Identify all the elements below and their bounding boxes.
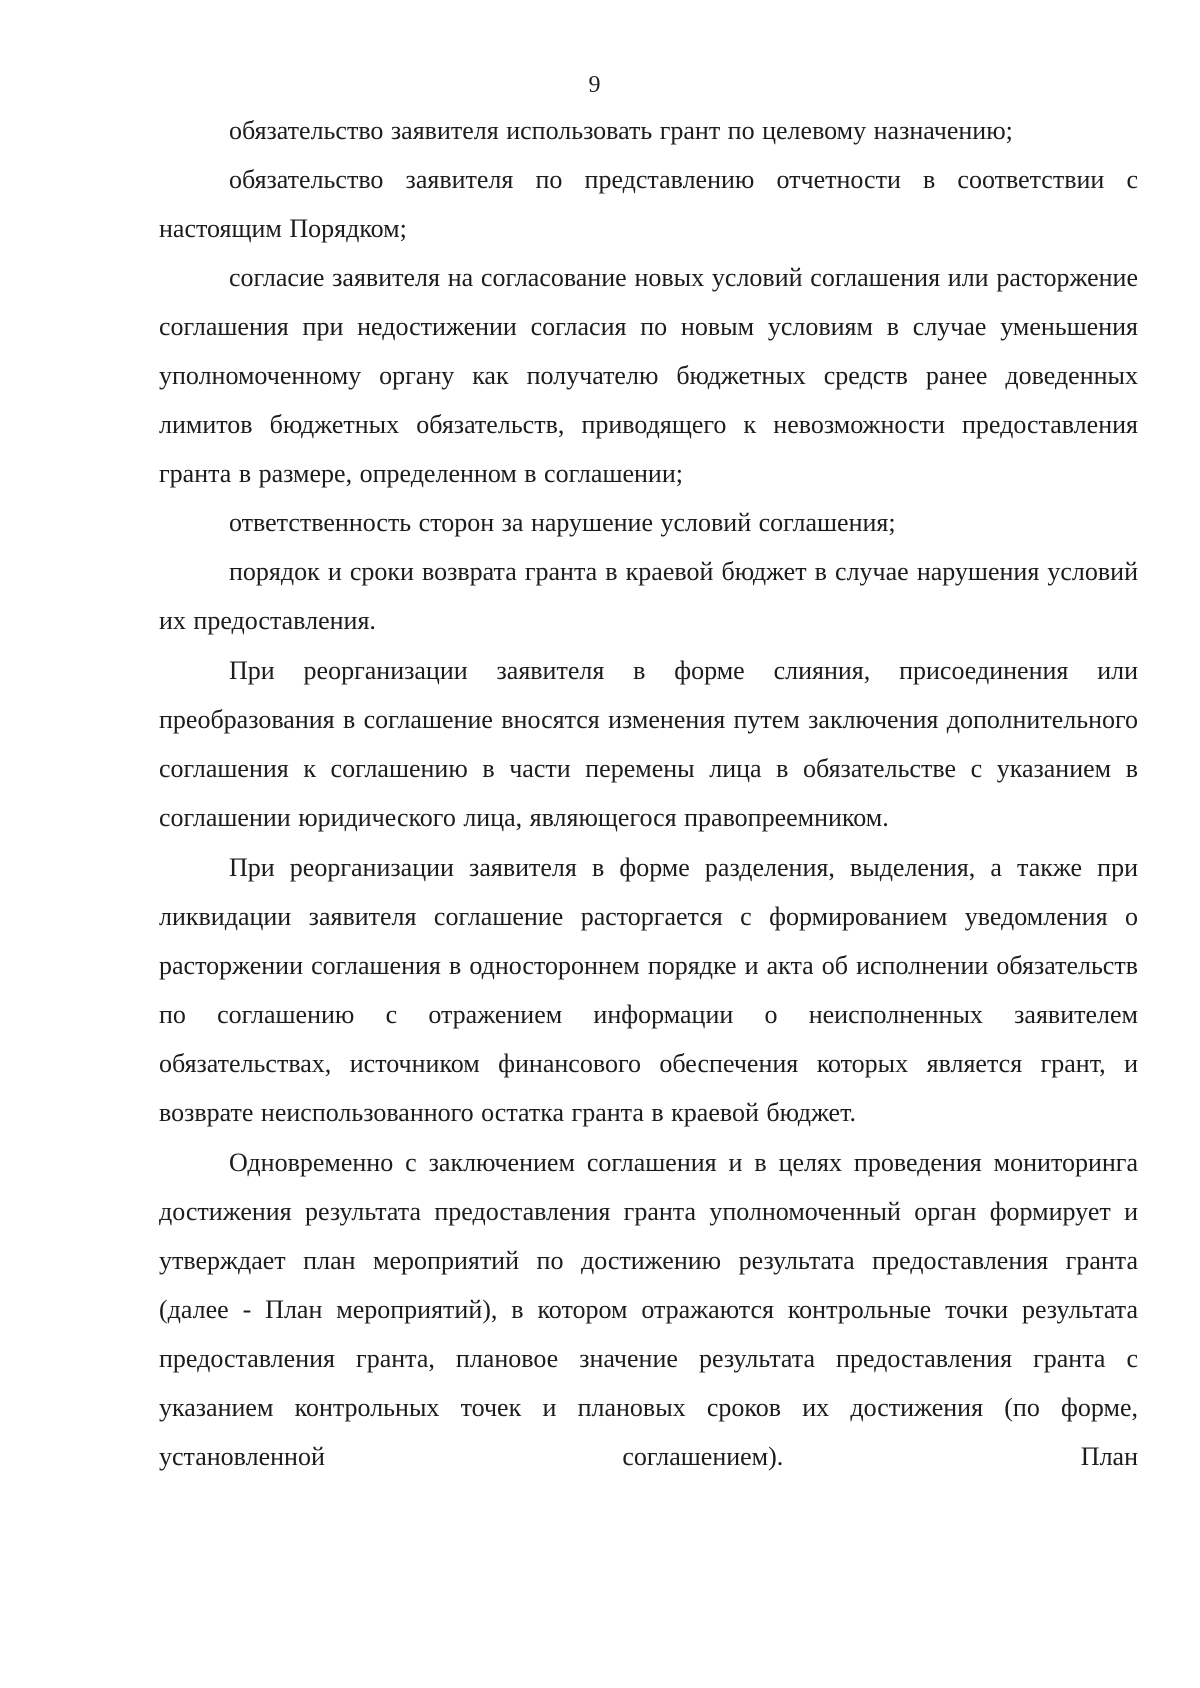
paragraph-reorganization-merger: При реорганизации заявителя в форме слияния, присоединения или преобразования в соглашение вносятся изменения путем заключения дополнительного соглашения к соглашению в части перемены лица в обязательстве с указанием в соглашении юридического лица, являющегося правопреемником. bbox=[159, 656, 1138, 832]
paragraph-reorganization-division: При реорганизации заявителя в форме разделения, выделения, а также при ликвидации заявителя соглашение расторгается с формированием уведомления о расторжении соглашения в одностороннем порядке и акта об исполнении обязательств по соглашению с отражением информации о неисполненных заявителем обязательствах, источником финансового обеспечения которых является грант, и возврате неиспользованного остатка гранта в краевой бюджет. bbox=[159, 853, 1138, 1127]
paragraph-liability: ответственность сторон за нарушение условий соглашения; bbox=[229, 508, 896, 537]
paragraph-action-plan: Одновременно с заключением соглашения и в целях проведения мониторинга достижения результата предоставления гранта уполномоченный орган формирует и утверждает план мероприятий по достижению результата предоставления гранта (далее - План мероприятий), в котором отражаются контрольные точки результата предоставления гранта, плановое значение результата предоставления гранта с указанием контрольных точек и плановых сроков их достижения (по форме, установленной соглашением). План bbox=[159, 1148, 1138, 1471]
document-body bbox=[159, 106, 1138, 1481]
page-number: 9 bbox=[588, 72, 601, 98]
paragraph-obligation-target-use: обязательство заявителя использовать грант по целевому назначению; bbox=[229, 116, 1013, 145]
paragraph-grant-return-procedure: порядок и сроки возврата гранта в краевой бюджет в случае нарушения условий их предоставления. bbox=[159, 557, 1138, 635]
paragraph-consent-new-terms: согласие заявителя на согласование новых условий соглашения или расторжение соглашения при недостижении согласия по новым условиям в случае уменьшения уполномоченному органу как получателю бюджетных средств ранее доведенных лимитов бюджетных обязательств, приводящего к невозможности предоставления гранта в размере, определенном в соглашении; bbox=[159, 263, 1138, 488]
paragraph-obligation-reporting: обязательство заявителя по представлению отчетности в соответствии с настоящим Порядком; bbox=[159, 165, 1138, 243]
